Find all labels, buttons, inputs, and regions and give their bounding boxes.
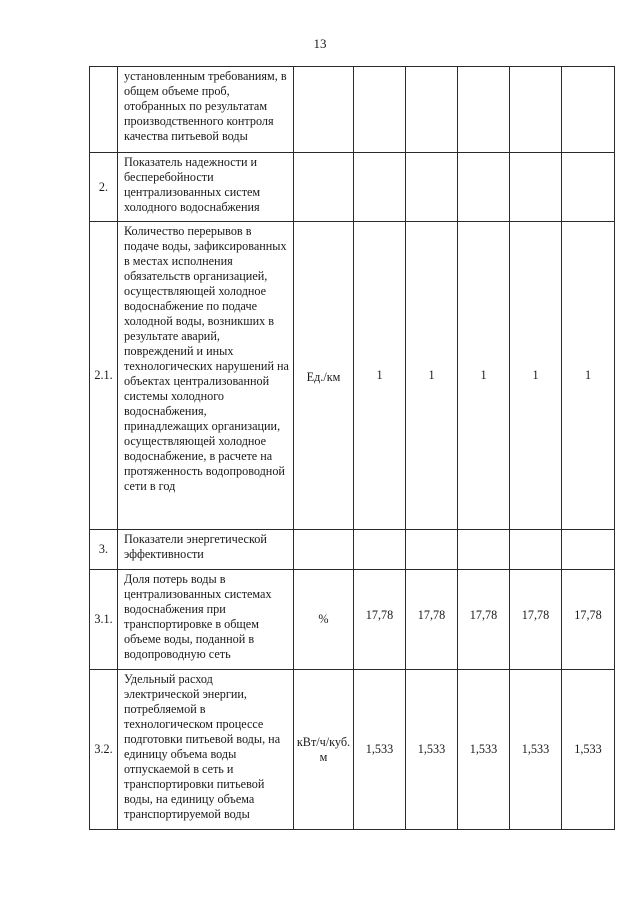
- value-cell: [458, 153, 510, 222]
- value-cell: [562, 153, 615, 222]
- value-cell: 17,78: [562, 570, 615, 670]
- value-cell: [510, 530, 562, 570]
- row-number: 3.1.: [90, 570, 118, 670]
- page-number: 13: [313, 36, 327, 51]
- indicator-name: Количество перерывов в подаче воды, зафиксированных в местах исполнения обязательств организацией, осуществляющей холодное водоснабжение по подаче холодной воды, возникших в результате аварий, повреждений и иных технологических нарушений на объектах централизованной системы холодного водоснабжения, принадлежащих организации, осуществляющей холодное водоснабжение, в расчете на протяженность водопроводной сети в год: [118, 222, 294, 530]
- indicator-name: Показатель надежности и бесперебойности централизованных систем холодного водоснабжения: [118, 153, 294, 222]
- value-cell: [406, 67, 458, 153]
- value-cell: [562, 67, 615, 153]
- value-cell: [354, 530, 406, 570]
- indicator-name: Удельный расход электрической энергии, потребляемой в технологическом процессе подготовки питьевой воды, на единицу объема воды отпускаемой в сеть и транспортировки питьевой воды, на единицу объема транспортируемой воды: [118, 670, 294, 830]
- table-row: [90, 670, 615, 830]
- table-row: [90, 222, 615, 530]
- value-cell: [562, 530, 615, 570]
- indicators-table: [89, 66, 615, 830]
- value-cell: [510, 67, 562, 153]
- unit-cell: кВт/ч/куб. м: [294, 670, 354, 830]
- unit-cell: %: [294, 570, 354, 670]
- value-cell: 1: [354, 222, 406, 530]
- value-cell: 1,533: [354, 670, 406, 830]
- table-row: [90, 570, 615, 670]
- indicator-name: Доля потерь воды в централизованных системах водоснабжения при транспортировке в общем объеме воды, поданной в водопроводную сеть: [118, 570, 294, 670]
- table-row: [90, 530, 615, 570]
- value-cell: 1: [458, 222, 510, 530]
- value-cell: [354, 67, 406, 153]
- row-number: 2.1.: [90, 222, 118, 530]
- value-cell: [406, 153, 458, 222]
- value-cell: 1: [406, 222, 458, 530]
- value-cell: [406, 530, 458, 570]
- unit-cell: [294, 530, 354, 570]
- value-cell: 1: [510, 222, 562, 530]
- value-cell: 17,78: [458, 570, 510, 670]
- value-cell: 17,78: [354, 570, 406, 670]
- table-row: [90, 153, 615, 222]
- indicator-name: установленным требованиям, в общем объеме проб, отобранных по результатам производственного контроля качества питьевой воды: [118, 67, 294, 153]
- value-cell: 1,533: [510, 670, 562, 830]
- unit-cell: Ед./км: [294, 222, 354, 530]
- table-row: [90, 67, 615, 153]
- unit-cell: [294, 67, 354, 153]
- value-cell: [510, 153, 562, 222]
- value-cell: [458, 530, 510, 570]
- row-number: 3.: [90, 530, 118, 570]
- indicator-name: Показатели энергетической эффективности: [118, 530, 294, 570]
- value-cell: [458, 67, 510, 153]
- value-cell: 17,78: [510, 570, 562, 670]
- value-cell: [354, 153, 406, 222]
- value-cell: 1,533: [406, 670, 458, 830]
- row-number: [90, 67, 118, 153]
- row-number: 3.2.: [90, 670, 118, 830]
- value-cell: 1: [562, 222, 615, 530]
- unit-cell: [294, 153, 354, 222]
- row-number: 2.: [90, 153, 118, 222]
- value-cell: 1,533: [458, 670, 510, 830]
- value-cell: 17,78: [406, 570, 458, 670]
- value-cell: 1,533: [562, 670, 615, 830]
